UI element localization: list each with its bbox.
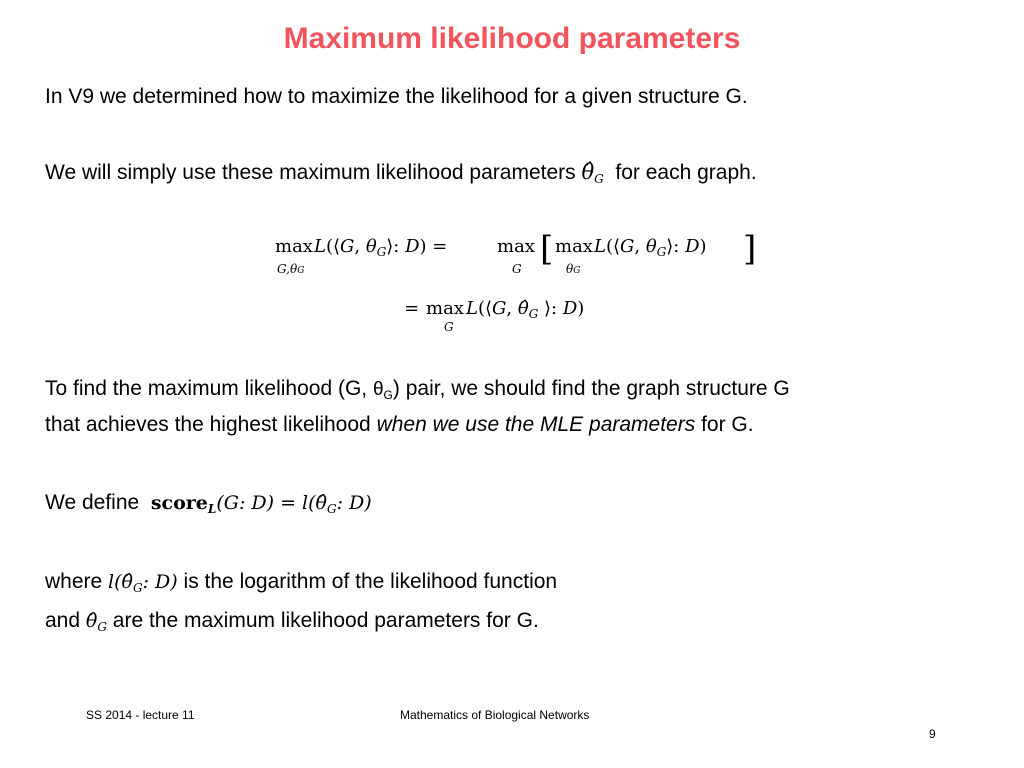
page-number: 9: [929, 727, 936, 741]
log-likelihood-formula: $l(\thetâ_G$: D): [108, 571, 178, 595]
max-subscript-g-theta: G,θG: [277, 262, 305, 276]
define-prefix: We define: [45, 491, 140, 514]
paragraph-define-score: [45, 490, 372, 522]
paragraph-find-pair-suffix: ) pair, we should find the graph structure G: [392, 377, 790, 400]
max-operator: max: [555, 236, 593, 257]
paragraph-use-mle-suffix: for each graph.: [615, 161, 757, 184]
max-operator: max: [275, 236, 313, 257]
paragraph-find-pair-prefix: To find the maximum likelihood (G,: [45, 377, 373, 400]
theta-hat-g-formula: $\thetâ_G$: [581, 160, 604, 186]
paragraph-use-mle: [45, 159, 757, 192]
paragraph-where-line1: [45, 569, 557, 601]
and-suffix: are the maximum likelihood parameters for G.: [112, 609, 539, 632]
paragraph-intro: In V9 we determined how to maximize the likelihood for a given structure G.: [45, 85, 748, 108]
footer-course: Mathematics of Biological Networks: [400, 708, 590, 722]
where-prefix: where: [45, 570, 103, 593]
slide-title: Maximum likelihood parameters: [283, 22, 741, 55]
paragraph-where-line2: [45, 608, 539, 640]
equation-rhs: L(⟨G, $\thetâ_G$ ⟩: D): [466, 298, 585, 321]
equation-inner: L(⟨G, $\theta_G⟩$: D): [594, 236, 707, 259]
left-bracket: [: [540, 229, 554, 269]
theta-hat-g-formula: $\thetâ_G$: [85, 610, 107, 634]
theta-symbol: θ: [372, 379, 384, 400]
max-subscript-theta: θG: [566, 262, 581, 276]
max-operator: max: [497, 236, 535, 257]
and-prefix: and: [45, 609, 81, 632]
paragraph-line2-suffix: for G.: [695, 413, 754, 436]
max-operator: max: [426, 298, 464, 319]
paragraph-line2-emphasis: when we use the MLE parameters: [376, 413, 696, 436]
paragraph-use-mle-prefix: We will simply use these maximum likelihood parameters: [45, 161, 576, 184]
theta-subscript: G: [383, 388, 393, 402]
paragraph-line2-prefix: that achieves the highest likelihood: [45, 413, 377, 436]
max-subscript-g: G: [444, 320, 454, 334]
right-bracket: ]: [743, 229, 757, 269]
footer-lecture: SS 2014 - lecture 11: [86, 708, 195, 722]
equals-sign: =: [404, 298, 420, 319]
where-suffix: is the logarithm of the likelihood function: [183, 570, 558, 593]
paragraph-find-pair-line2: [45, 412, 754, 438]
score-formula: score$_L$(G: $D) = l(\thetâ_G$: D): [150, 492, 372, 516]
equation-lhs: L(⟨G, $\theta_G⟩$: D) =: [314, 236, 448, 259]
paragraph-find-pair-line1: [45, 376, 790, 408]
max-subscript-g: G: [512, 262, 522, 276]
